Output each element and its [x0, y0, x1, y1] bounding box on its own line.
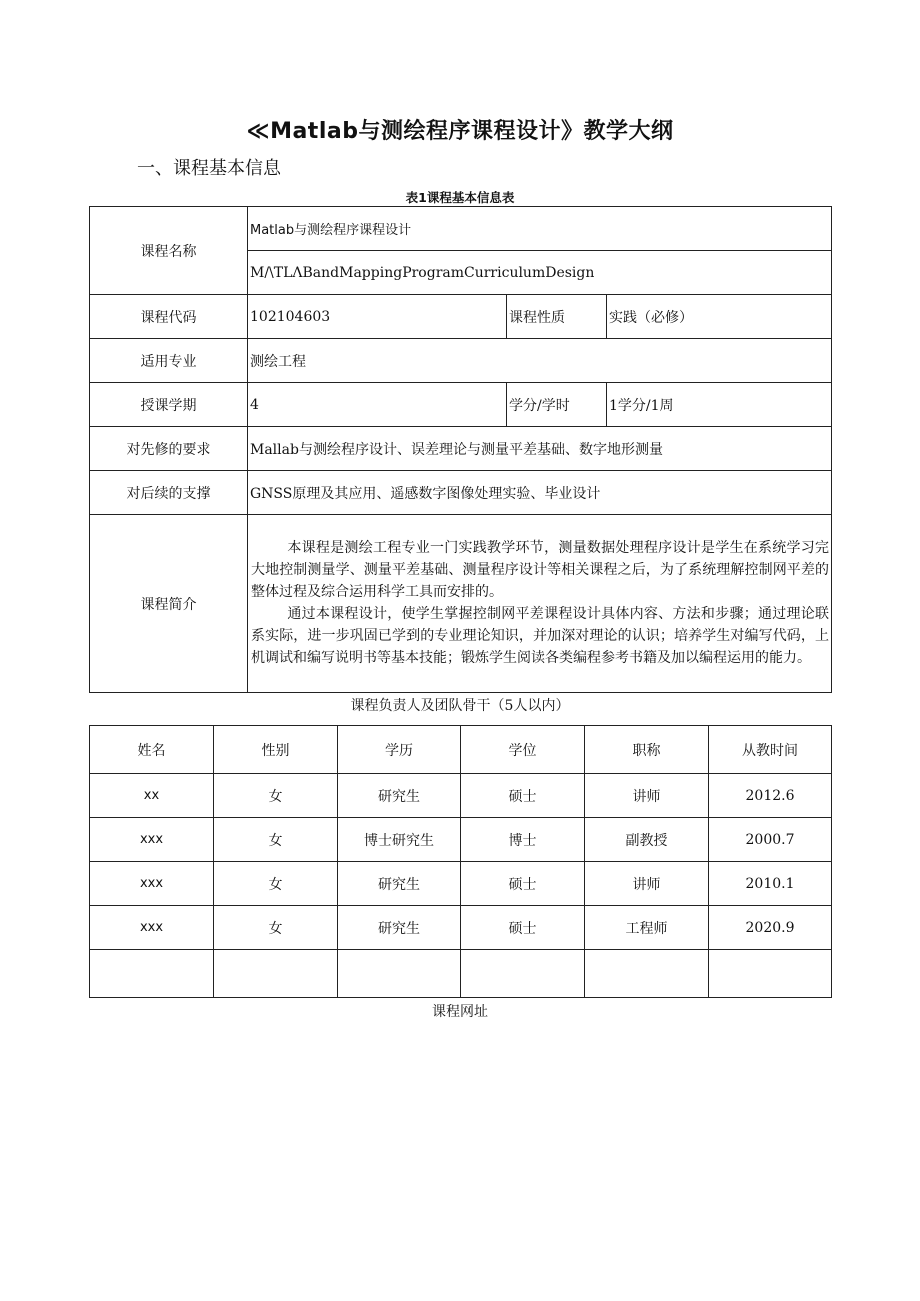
cell-education: 研究生	[338, 906, 461, 950]
cell-degree	[461, 950, 585, 998]
table-row	[90, 862, 832, 906]
term-value: 4	[248, 383, 507, 427]
follow-label: 对后续的支撑	[90, 471, 248, 515]
intro-paragraph-2: 通过本课程设计，使学生掌握控制网平差课程设计具体内容、方法和步骤；通过理论联系实际，进一步巩固已学到的专业理论知识，并加深对理论的认识；培养学生对编写代码，上机调试和编写说明书等基本技能；锻炼学生阅读各类编程参考书籍及加以编程运用的能力。	[251, 606, 830, 666]
cell-name	[90, 950, 214, 998]
course-code-value: 102104603	[248, 295, 507, 339]
table-row	[90, 906, 832, 950]
cell-title: 副教授	[585, 818, 709, 862]
header-teaching-since: 从教时间	[709, 726, 832, 774]
header-education: 学历	[338, 726, 461, 774]
cell-degree: 博士	[461, 818, 585, 862]
credit-value: 1学分/1周	[607, 383, 832, 427]
course-nature-label: 课程性质	[507, 295, 607, 339]
team-header-row	[90, 726, 832, 774]
course-info-table	[89, 206, 832, 693]
cell-title	[585, 950, 709, 998]
cell-title: 讲师	[585, 862, 709, 906]
cell-gender: 女	[214, 862, 338, 906]
cell-degree: 硕士	[461, 862, 585, 906]
course-code-label: 课程代码	[90, 295, 248, 339]
cell-teaching-since: 2010.1	[709, 862, 832, 906]
course-nature-value: 实践（必修）	[607, 295, 832, 339]
cell-gender: 女	[214, 774, 338, 818]
cell-name: xxx	[90, 906, 214, 950]
team-caption: 课程负责人及团队骨干（5人以内）	[350, 698, 570, 714]
team-table	[89, 725, 832, 998]
cell-name: xx	[90, 774, 214, 818]
cell-title: 讲师	[585, 774, 709, 818]
cell-teaching-since: 2000.7	[709, 818, 832, 862]
intro-label: 课程简介	[90, 515, 248, 693]
cell-name: xxx	[90, 862, 214, 906]
term-label: 授课学期	[90, 383, 248, 427]
document-title: ≪Matlab与测绘程序课程设计》教学大纲	[246, 119, 674, 144]
header-name: 姓名	[90, 726, 214, 774]
header-gender: 性别	[214, 726, 338, 774]
header-title: 职称	[585, 726, 709, 774]
cell-gender	[214, 950, 338, 998]
cell-gender: 女	[214, 906, 338, 950]
table-row	[90, 818, 832, 862]
credit-label: 学分/学时	[507, 383, 607, 427]
website-caption: 课程网址	[432, 1004, 488, 1020]
header-degree: 学位	[461, 726, 585, 774]
prereq-value: Mallab与测绘程序设计、误差理论与测量平差基础、数字地形测量	[248, 427, 832, 471]
table-row	[90, 774, 832, 818]
table1-caption: 表1课程基本信息表	[405, 190, 515, 205]
major-value: 测绘工程	[248, 339, 832, 383]
course-name-cn: Matlab与测绘程序课程设计	[248, 207, 832, 251]
cell-teaching-since: 2020.9	[709, 906, 832, 950]
section-heading: 一、课程基本信息	[137, 158, 281, 179]
cell-gender: 女	[214, 818, 338, 862]
major-label: 适用专业	[90, 339, 248, 383]
cell-education: 博士研究生	[338, 818, 461, 862]
cell-title: 工程师	[585, 906, 709, 950]
prereq-label: 对先修的要求	[90, 427, 248, 471]
cell-degree: 硕士	[461, 906, 585, 950]
cell-name: xxx	[90, 818, 214, 862]
course-name-en: M/\TLΛBandMappingProgramCurriculumDesign	[248, 251, 832, 295]
table-row	[90, 950, 832, 998]
cell-degree: 硕士	[461, 774, 585, 818]
intro-text	[248, 515, 832, 693]
cell-teaching-since	[709, 950, 832, 998]
course-name-label: 课程名称	[90, 207, 248, 295]
follow-value: GNSS原理及其应用、遥感数字图像处理实验、毕业设计	[248, 471, 832, 515]
cell-education	[338, 950, 461, 998]
intro-paragraph-1: 本课程是测绘工程专业一门实践教学环节，测量数据处理程序设计是学生在系统学习完大地控制测量学、测量平差基础、测量程序设计等相关课程之后，为了系统理解控制网平差的整体过程及综合运用科学工具而安排的。	[251, 540, 830, 600]
cell-education: 研究生	[338, 862, 461, 906]
cell-teaching-since: 2012.6	[709, 774, 832, 818]
cell-education: 研究生	[338, 774, 461, 818]
